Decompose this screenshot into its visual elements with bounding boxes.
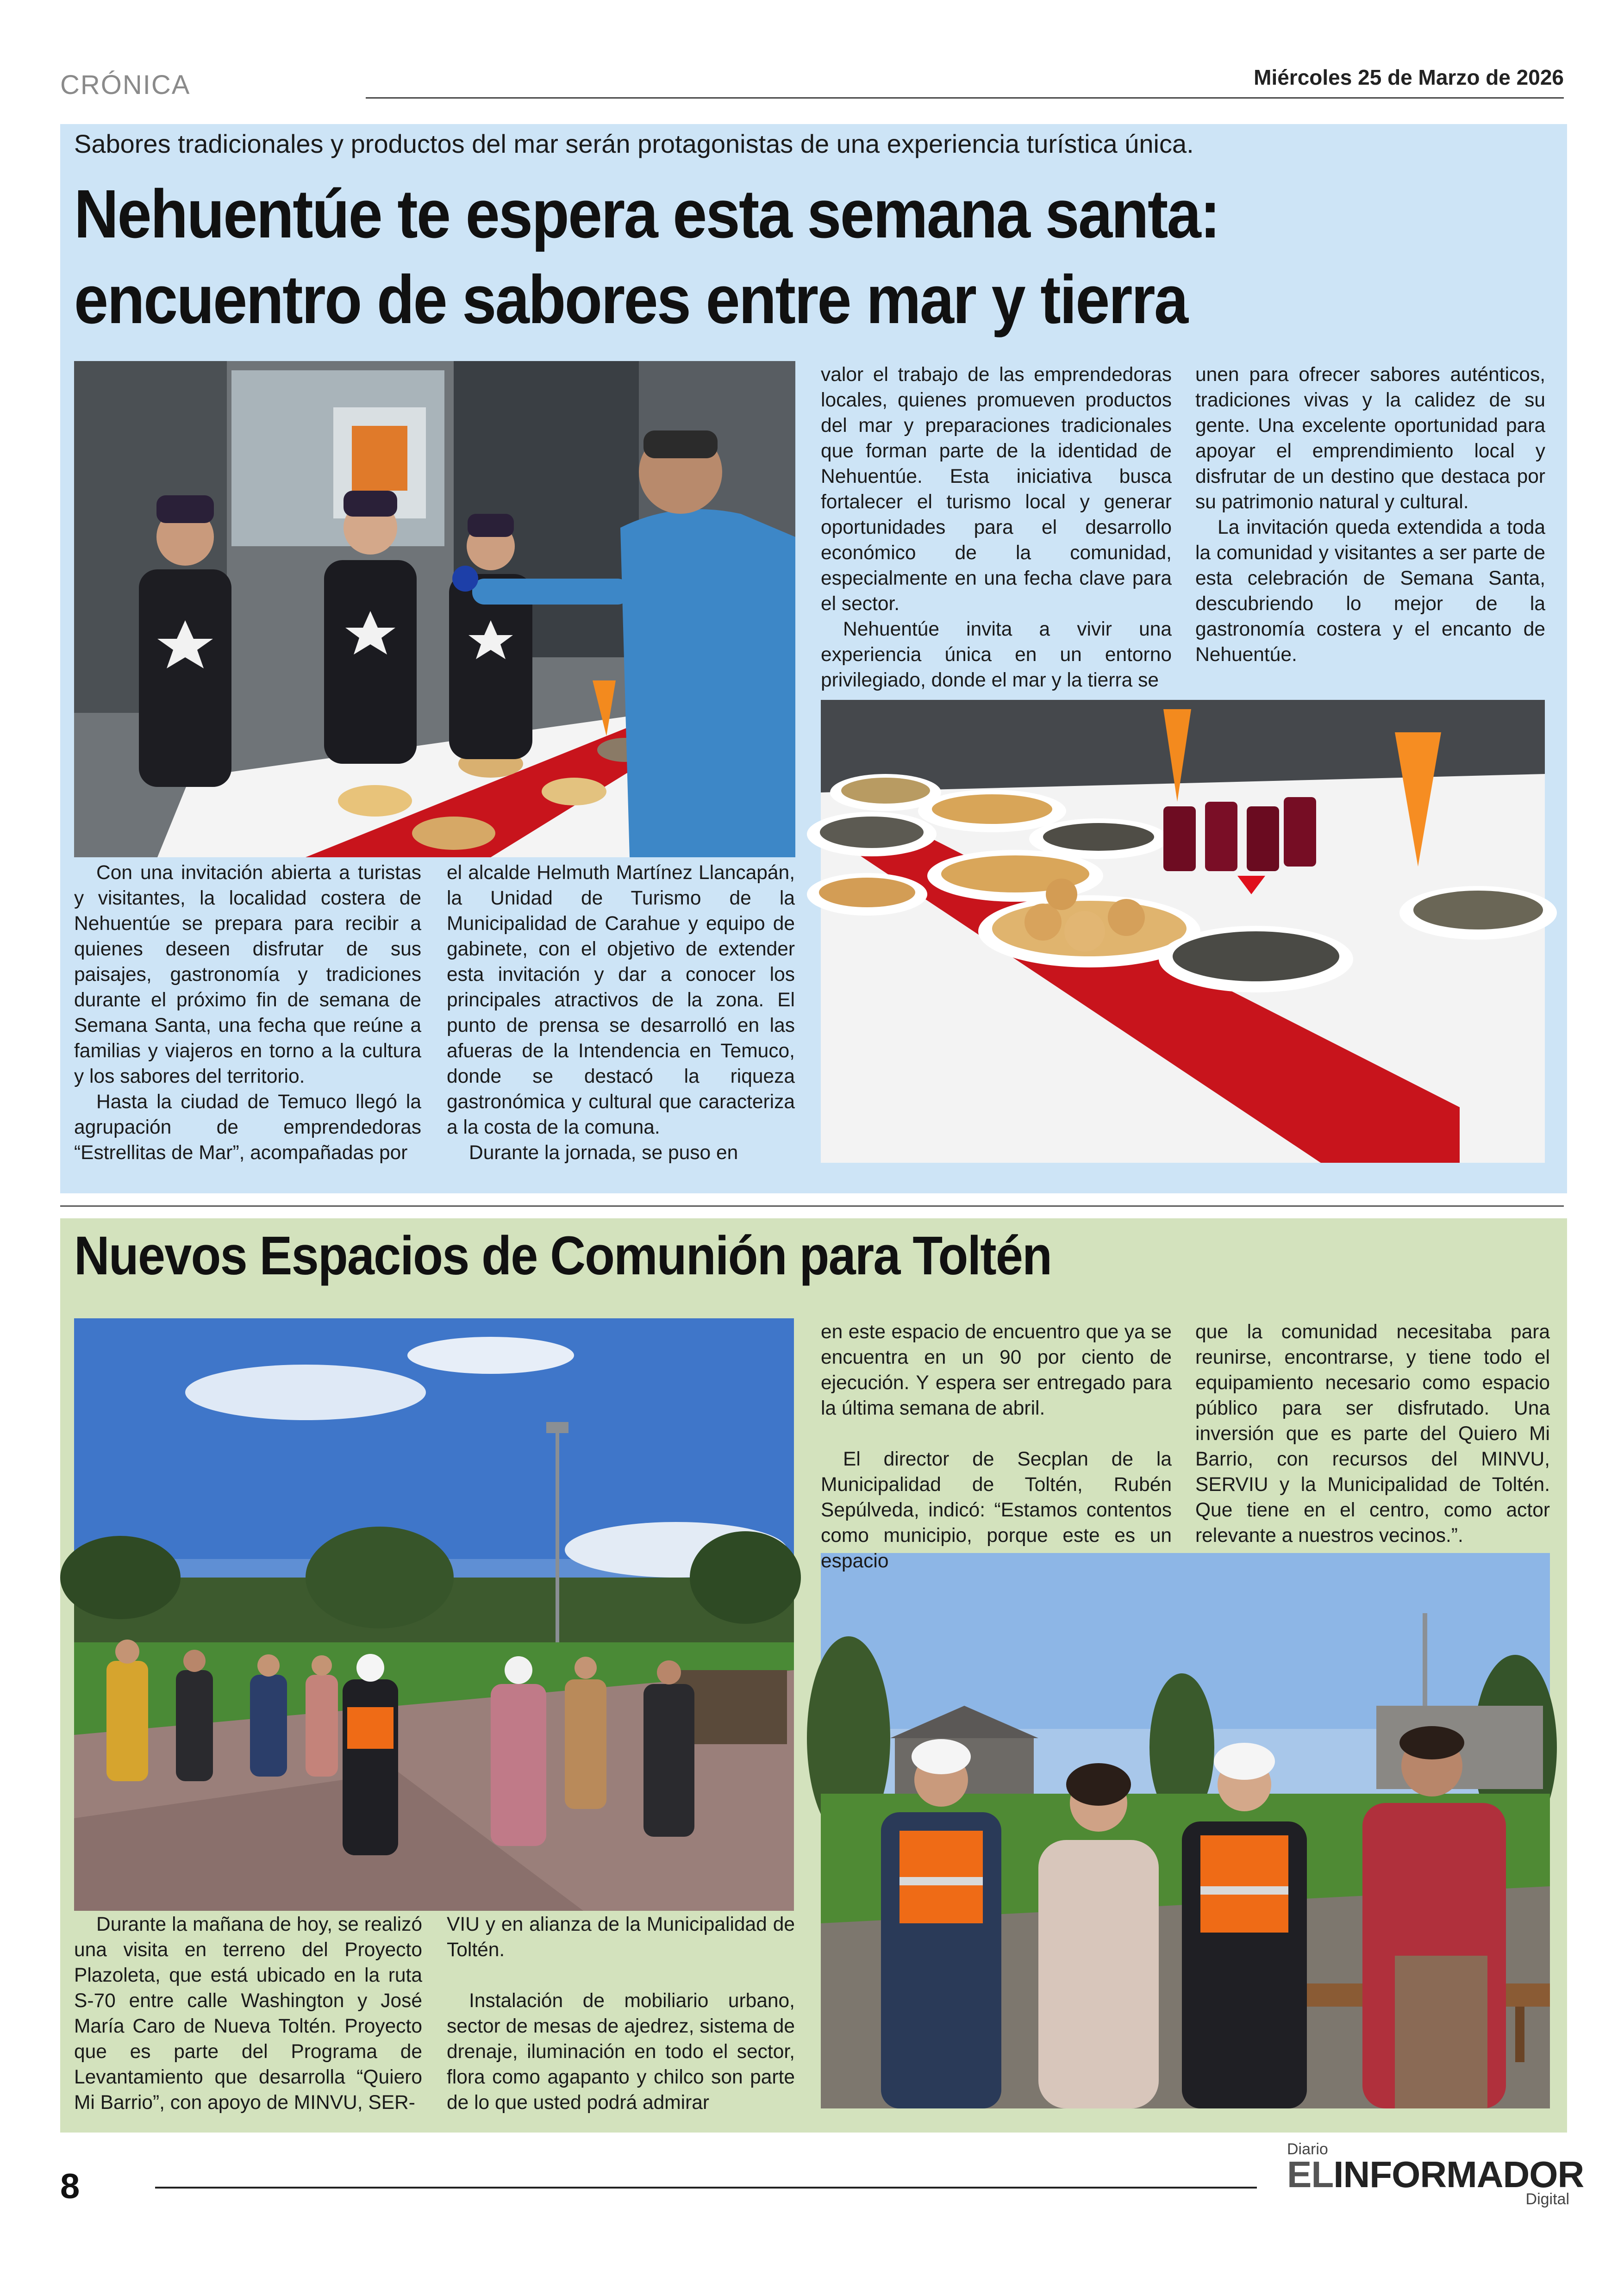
article-tolten-column-3 xyxy=(821,1319,1172,1572)
paragraph: en este espacio de encuentro que ya se encuentra en un 90 por ciento de ejecución. Y espera ser entregado para la última semana de abril. xyxy=(821,1321,1172,1419)
article-nehuentue-kicker: Sabores tradicionales y productos del mar serán protagonistas de una experiencia turística única. xyxy=(74,129,1194,158)
issue-date: Miércoles 25 de Marzo de 2026 xyxy=(1254,65,1564,89)
photo-food-table xyxy=(821,700,1545,1163)
paragraph: VIU y en alianza de la Municipalidad de Toltén. xyxy=(447,1914,795,1961)
paragraph: Hasta la ciudad de Temuco llegó la agrupación de emprendedoras “Estrellitas de Mar”, acompañadas por xyxy=(74,1091,421,1164)
article-nehuentue-column-3 xyxy=(821,362,1172,695)
newspaper-logo xyxy=(1287,2140,1584,2208)
logo-informador: INFORMADOR xyxy=(1333,2154,1584,2195)
page-number: 8 xyxy=(60,2167,80,2206)
article-nehuentue-column-2 xyxy=(447,860,795,1171)
header-rule xyxy=(366,97,1564,99)
photo-site-visit xyxy=(74,1318,794,1911)
paragraph: que la comunidad necesitaba para reunirse, encontrarse, y tiene todo el equipamiento necesario como espacio público para ser disfrutado. Una inversión que es parte del Quiero Mi Barrio, con recursos del MINVU, SERVIU y la Municipalidad de Toltén. Que tiene en el centro, como actor relevante a nuestros vecinos.”. xyxy=(1195,1321,1550,1547)
logo-el: EL xyxy=(1287,2154,1334,2195)
paragraph: El director de Secplan de la Municipalidad de Toltén, Rubén Sepúlveda, indicó: “Estamos contentos como municipio, porque este es un espacio xyxy=(821,1448,1172,1572)
footer-rule xyxy=(155,2187,1257,2189)
logo-digital: Digital xyxy=(1525,2190,1569,2208)
paragraph: Nehuentúe invita a vivir una experiencia única en un entorno privilegiado, donde el mar y la tierra se xyxy=(821,618,1172,691)
article-nehuentue-headline: Nehuentúe te espera esta semana santa: encuentro de sabores entre mar y tierra xyxy=(74,176,1219,338)
paragraph: Durante la mañana de hoy, se realizó una visita en terreno del Proyecto Plazoleta, que está ubicado en la ruta S-70 entre calle Washington y José María Caro de Nueva Toltén. Proyecto que es parte del Programa de Levantamiento que desarrolla “Quiero Mi Barrio”, con apoyo de MINVU, SER- xyxy=(74,1914,422,2114)
paragraph: el alcalde Helmuth Martínez Llancapán, la Unidad de Turismo de la Municipalidad de Carahue y equipo de gabinete, con el objetivo de extender esta invitación y dar a conocer los principales atractivos de la zona. El punto de prensa se desarrolló en las afueras de la Intendencia en Temuco, donde se destacó la riqueza gastronómica y cultural que caracteriza a la costa de la comuna. xyxy=(447,862,795,1138)
article-nehuentue-column-1 xyxy=(74,860,421,1171)
paragraph: Con una invitación abierta a turistas y visitantes, la localidad costera de Nehuentúe se prepara para recibir a quienes deseen disfrutar de sus paisajes, gastronomía y tradiciones durante el próximo fin de semana de Semana Santa, una fecha que reúne a familias y viajeros en torno a la cultura y los sabores del territorio. xyxy=(74,862,421,1087)
logo-diario: Diario xyxy=(1287,2140,1328,2158)
logo-title xyxy=(1287,2153,1584,2196)
section-divider xyxy=(60,1205,1564,1207)
photo-officials xyxy=(821,1553,1550,2108)
paragraph: Instalación de mobiliario urbano, sector de mesas de ajedrez, sistema de drenaje, iluminación en todo el sector, flora como agapanto y chilco son parte de lo que usted podrá admirar xyxy=(447,1990,795,2114)
section-label: CRÓNICA xyxy=(60,70,191,100)
photo-press-interview xyxy=(74,361,795,857)
article-tolten-headline: Nuevos Espacios de Comunión para Toltén xyxy=(74,1225,1052,1286)
article-tolten-column-2 xyxy=(447,1912,795,2125)
paragraph: La invitación queda extendida a toda la comunidad y visitantes a ser parte de esta celebración de Semana Santa, descubriendo lo mejor de la gastronomía costera y el encanto de Nehuentúe. xyxy=(1195,517,1545,666)
article-tolten-column-4 xyxy=(1195,1319,1550,1551)
paragraph: valor el trabajo de las emprendedoras locales, quienes promueven productos del mar y preparaciones tradicionales que forman parte de la identidad de Nehuentúe. Esta iniciativa busca fortalecer el turismo local y generar oportunidades para el desarrollo económico de la comunidad, especialmente en una fecha clave para el sector. xyxy=(821,364,1172,615)
article-tolten-column-1 xyxy=(74,1912,422,2125)
article-nehuentue-column-4 xyxy=(1195,362,1545,695)
paragraph: unen para ofrecer sabores auténticos, tradiciones vivas y la calidez de su gente. Una excelente oportunidad para apoyar el emprendimiento local y disfrutar de un destino que destaca por su patrimonio natural y cultural. xyxy=(1195,364,1545,513)
paragraph: Durante la jornada, se puso en xyxy=(469,1142,738,1164)
